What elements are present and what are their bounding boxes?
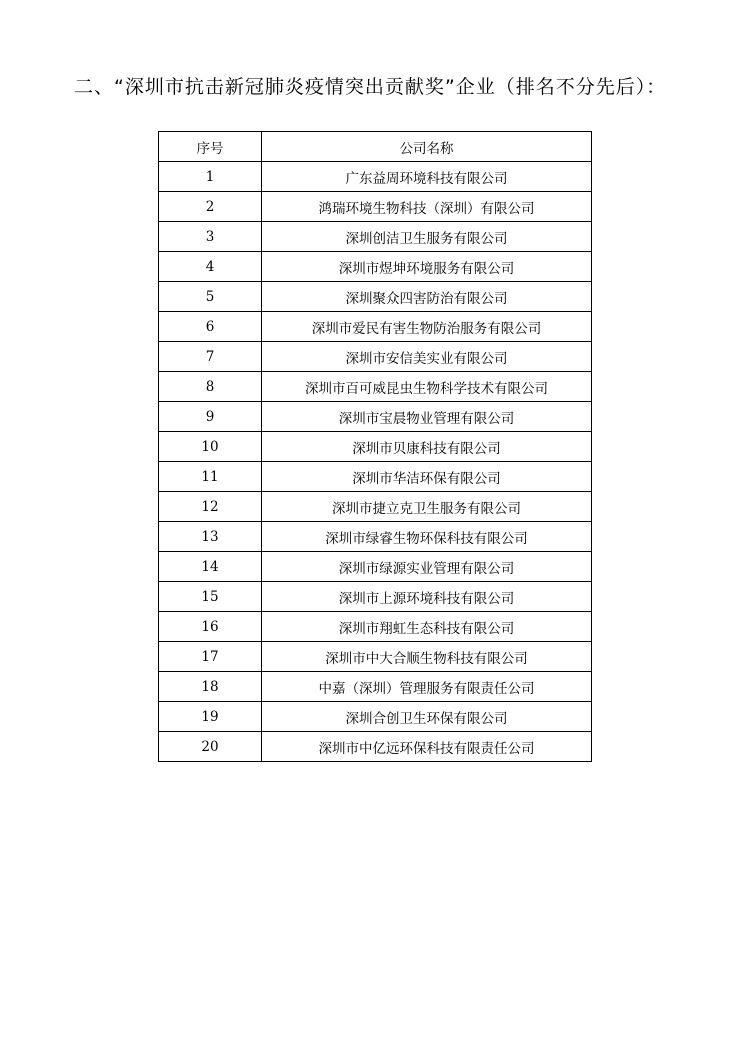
table-row — [159, 492, 592, 522]
row-number: 10 — [159, 432, 262, 462]
row-number: 9 — [159, 402, 262, 432]
table-row — [159, 642, 592, 672]
table-row — [159, 732, 592, 762]
award-companies-table — [158, 131, 592, 762]
column-header-no: 序号 — [159, 132, 262, 162]
table-row — [159, 432, 592, 462]
row-number: 3 — [159, 222, 262, 252]
row-number: 15 — [159, 582, 262, 612]
company-name: 深圳市绿睿生物环保科技有限公司 — [262, 522, 592, 552]
company-name: 深圳合创卫生环保有限公司 — [262, 702, 592, 732]
company-name: 深圳聚众四害防治有限公司 — [262, 282, 592, 312]
row-number: 1 — [159, 162, 262, 192]
table-row — [159, 402, 592, 432]
row-number: 7 — [159, 342, 262, 372]
company-name: 深圳市中亿远环保科技有限责任公司 — [262, 732, 592, 762]
company-name: 深圳市捷立克卫生服务有限公司 — [262, 492, 592, 522]
company-name: 深圳市翔虹生态科技有限公司 — [262, 612, 592, 642]
table-row — [159, 552, 592, 582]
table-row — [159, 522, 592, 552]
table-header-row — [159, 132, 592, 162]
table-row — [159, 372, 592, 402]
row-number: 8 — [159, 372, 262, 402]
table-row — [159, 342, 592, 372]
row-number: 5 — [159, 282, 262, 312]
table-row — [159, 162, 592, 192]
row-number: 20 — [159, 732, 262, 762]
row-number: 6 — [159, 312, 262, 342]
company-name: 深圳创洁卫生服务有限公司 — [262, 222, 592, 252]
company-name: 深圳市煜坤环境服务有限公司 — [262, 252, 592, 282]
table-row — [159, 282, 592, 312]
table-row — [159, 222, 592, 252]
row-number: 13 — [159, 522, 262, 552]
company-name: 深圳市宝晨物业管理有限公司 — [262, 402, 592, 432]
row-number: 2 — [159, 192, 262, 222]
company-name: 广东益周环境科技有限公司 — [262, 162, 592, 192]
company-name: 深圳市安信美实业有限公司 — [262, 342, 592, 372]
row-number: 19 — [159, 702, 262, 732]
company-name: 深圳市贝康科技有限公司 — [262, 432, 592, 462]
row-number: 18 — [159, 672, 262, 702]
table-row — [159, 582, 592, 612]
table-row — [159, 462, 592, 492]
table-row — [159, 702, 592, 732]
row-number: 17 — [159, 642, 262, 672]
table-row — [159, 192, 592, 222]
company-name: 深圳市华洁环保有限公司 — [262, 462, 592, 492]
row-number: 16 — [159, 612, 262, 642]
row-number: 14 — [159, 552, 262, 582]
table-row — [159, 672, 592, 702]
company-name: 深圳市上源环境科技有限公司 — [262, 582, 592, 612]
company-name: 深圳市百可威昆虫生物科学技术有限公司 — [262, 372, 592, 402]
row-number: 11 — [159, 462, 262, 492]
row-number: 12 — [159, 492, 262, 522]
table-row — [159, 312, 592, 342]
company-name: 深圳市中大合顺生物科技有限公司 — [262, 642, 592, 672]
company-name: 鸿瑞环境生物科技（深圳）有限公司 — [262, 192, 592, 222]
column-header-company-name: 公司名称 — [262, 132, 592, 162]
company-name: 中嘉（深圳）管理服务有限责任公司 — [262, 672, 592, 702]
company-name: 深圳市绿源实业管理有限公司 — [262, 552, 592, 582]
company-name: 深圳市爱民有害生物防治服务有限公司 — [262, 312, 592, 342]
table-row — [159, 612, 592, 642]
section-heading: 二、“深圳市抗击新冠肺炎疫情突出贡献奖”企业（排名不分先后）： — [74, 76, 667, 98]
row-number: 4 — [159, 252, 262, 282]
table-row — [159, 252, 592, 282]
